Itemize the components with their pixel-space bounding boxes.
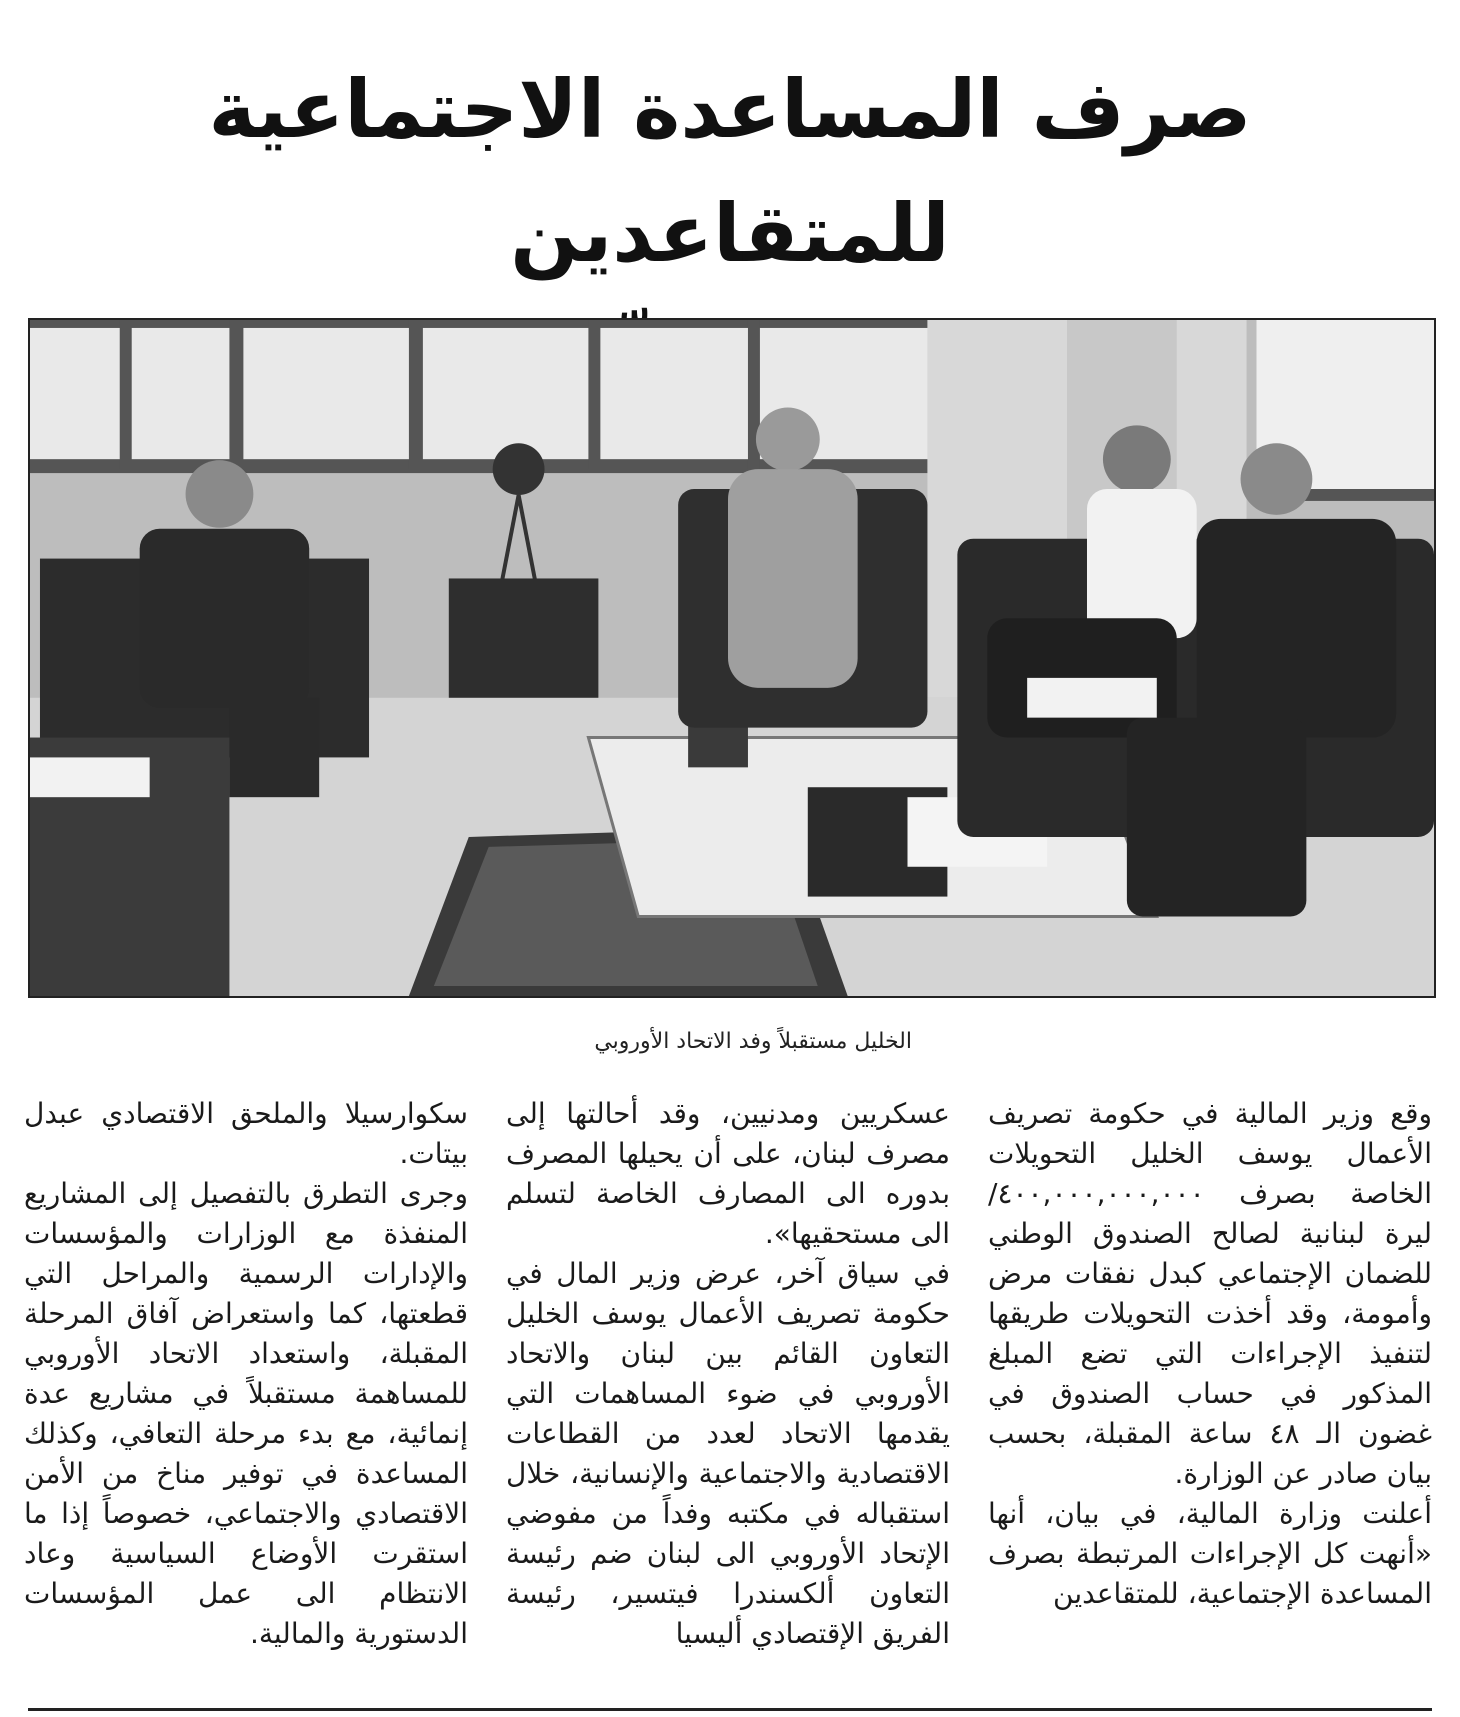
article-column-3: [24, 1094, 468, 1654]
photo-caption: الخليل مستقبلاً وفد الاتحاد الأوروبي: [594, 1029, 912, 1054]
meeting-photo-icon: [30, 320, 1434, 996]
article-paragraph: عسكريين ومدنيين، وقد أحالتها إلى مصرف لبنان، على أن يحيلها المصرف بدوره الى المصارف الخاصة لتسلم الى مستحقيها».: [506, 1097, 950, 1250]
meeting-photo: [28, 318, 1436, 998]
article-paragraph: وقع وزير المالية في حكومة تصريف الأعمال يوسف الخليل التحويلات الخاصة بصرف ٤٠٠,٠٠٠,٠٠٠,٠٠٠/ ليرة لبنانية لصالح الصندوق الوطني للضمان الإجتماعي كبدل نفقات مرض وأمومة، وقد أخذت التحويلات طريقها لتنفيذ الإجراءات التي تضع المبلغ المذكور في حساب الصندوق في غضون الـ ٤٨ ساعة المقبلة، بحسب بيان صادر عن الوزارة.: [988, 1097, 1432, 1490]
article-paragraph: سكوارسيلا والملحق الاقتصادي عبدل بيتات.: [24, 1097, 468, 1170]
article-column-1: [988, 1094, 1432, 1614]
headline-line-1: صرف المساعدة الاجتماعية للمتقاعدين: [208, 63, 1252, 280]
article-body: [24, 1094, 1432, 1654]
article-column-2: [506, 1094, 950, 1654]
article-paragraph: وجرى التطرق بالتفصيل إلى المشاريع المنفذة مع الوزارات والمؤسسات والإدارات الرسمية والمراحل التي قطعتها، كما واستعراض آفاق المرحلة المقبلة، واستعداد الاتحاد الأوروبي للمساهمة مستقبلاً في مشاريع عدة إنمائية، مع بدء مرحلة التعافي، وكذلك المساعدة في توفير مناخ من الأمن الاقتصادي والاجتماعي، خصوصاً إذا ما استقرت الأوضاع السياسية وعاد الانتظام الى عمل المؤسسات الدستورية والمالية.: [24, 1177, 468, 1650]
bottom-divider: [28, 1708, 1432, 1711]
article-paragraph: في سياق آخر، عرض وزير المال في حكومة تصريف الأعمال يوسف الخليل التعاون القائم بين لبنان والاتحاد الأوروبي في ضوء المساهمات التي يقدمها الاتحاد لعدد من القطاعات الاقتصادية والاجتماعية والإنسانية، خلال استقباله في مكتبه وفداً من مفوضي الإتحاد الأوروبي الى لبنان ضم رئيسة التعاون ألكسندرا فيتسير، رئيسة الفريق الإقتصادي أليسيا: [506, 1257, 950, 1650]
article-paragraph: أعلنت وزارة المالية، في بيان، أنها «أنهت كل الإجراءات المرتبطة بصرف المساعدة الإجتماعية، للمتقاعدين: [988, 1497, 1432, 1610]
